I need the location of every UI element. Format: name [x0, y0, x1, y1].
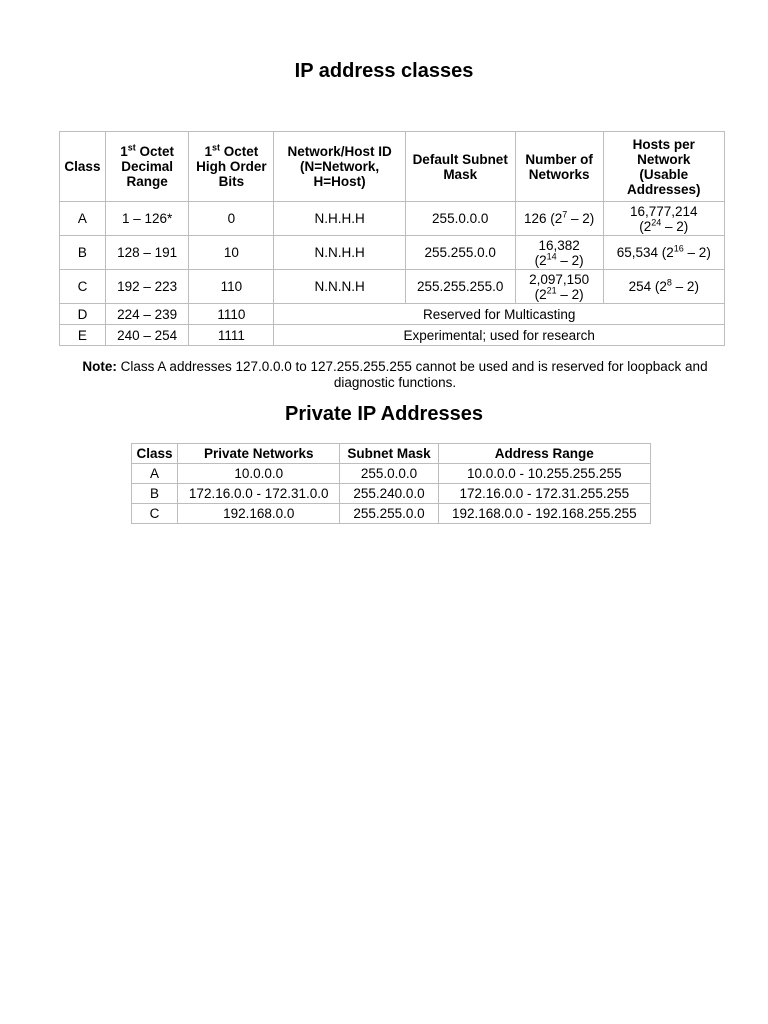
table-row	[132, 504, 651, 524]
cell-mask: 255.0.0.0	[405, 202, 515, 236]
cell-class: C	[60, 270, 106, 304]
cell-bits: 1111	[189, 325, 274, 346]
cell-class: B	[60, 236, 106, 270]
cell-id: N.N.N.H	[274, 270, 405, 304]
table-header-row	[60, 132, 725, 202]
cell-bits: 110	[189, 270, 274, 304]
header-address-range: Address Range	[438, 444, 650, 464]
cell-class: A	[60, 202, 106, 236]
table-row-class-c	[60, 270, 725, 304]
header-subnet-mask: Default Subnet Mask	[405, 132, 515, 202]
table-row-class-d	[60, 304, 725, 325]
header-high-order-bits: 1st Octet High Order Bits	[189, 132, 274, 202]
cell-class: A	[132, 464, 178, 484]
cell-networks: 126 $(2^7 - 2)$	[515, 202, 603, 236]
header-private-networks: Private Networks	[178, 444, 340, 464]
cell-reserved-note: Reserved for Multicasting	[274, 304, 725, 325]
page-title: IP address classes	[294, 60, 474, 82]
cell-mask: 255.240.0.0	[340, 484, 438, 504]
cell-hosts: 254 $(2^8 - 2)$	[603, 270, 724, 304]
header-network-host-id: Network/Host ID (N=Network, H=Host)	[274, 132, 405, 202]
cell-class: D	[60, 304, 106, 325]
table-row-class-a	[60, 202, 725, 236]
cell-class: B	[132, 484, 178, 504]
header-subnet-mask: Subnet Mask	[340, 444, 438, 464]
cell-bits: 1110	[189, 304, 274, 325]
header-number-of-networks: Number of Networks	[515, 132, 603, 202]
header-decimal-range: 1st Octet Decimal Range	[105, 132, 189, 202]
cell-networks: 2,097,150 $(2^{21} - 2)$	[515, 270, 603, 304]
cell-range: 128 – 191	[105, 236, 189, 270]
table-row-class-b	[60, 236, 725, 270]
cell-range: 10.0.0.0 - 10.255.255.255	[438, 464, 650, 484]
cell-reserved-note: Experimental; used for research	[274, 325, 725, 346]
note-paragraph	[80, 359, 710, 391]
section-title-private: Private IP Addresses	[285, 403, 483, 425]
cell-range: 1 – 126*	[105, 202, 189, 236]
cell-mask: 255.255.0.0	[340, 504, 438, 524]
cell-id: N.H.H.H	[274, 202, 405, 236]
private-ip-table	[131, 443, 651, 524]
note-label: Note:	[82, 359, 117, 374]
cell-id: N.N.H.H	[274, 236, 405, 270]
cell-range: 192 – 223	[105, 270, 189, 304]
table-row-class-e	[60, 325, 725, 346]
table-header-row	[132, 444, 651, 464]
cell-bits: 10	[189, 236, 274, 270]
header-hosts-per-network: Hosts per Network (Usable Addresses)	[603, 132, 724, 202]
note-text: Class A addresses 127.0.0.0 to 127.255.255.255 cannot be used and is reserved for loopback and diagnostic functions.	[116, 359, 708, 390]
cell-bits: 0	[189, 202, 274, 236]
cell-class: E	[60, 325, 106, 346]
cell-mask: 255.255.0.0	[405, 236, 515, 270]
cell-network: 10.0.0.0	[178, 464, 340, 484]
cell-mask: 255.255.255.0	[405, 270, 515, 304]
cell-networks: 16,382 $(2^{14} - 2)$	[515, 236, 603, 270]
cell-network: 192.168.0.0	[178, 504, 340, 524]
header-class: Class	[60, 132, 106, 202]
header-class: Class	[132, 444, 178, 464]
cell-network: 172.16.0.0 - 172.31.0.0	[178, 484, 340, 504]
cell-hosts: 16,777,214 $(2^{24} - 2)$	[603, 202, 724, 236]
cell-class: C	[132, 504, 178, 524]
cell-range: 192.168.0.0 - 192.168.255.255	[438, 504, 650, 524]
cell-hosts: 65,534 $(2^{16} - 2)$	[603, 236, 724, 270]
cell-range: 172.16.0.0 - 172.31.255.255	[438, 484, 650, 504]
table-row	[132, 464, 651, 484]
cell-mask: 255.0.0.0	[340, 464, 438, 484]
ip-classes-table	[59, 131, 725, 346]
table-row	[132, 484, 651, 504]
cell-range: 224 – 239	[105, 304, 189, 325]
cell-range: 240 – 254	[105, 325, 189, 346]
